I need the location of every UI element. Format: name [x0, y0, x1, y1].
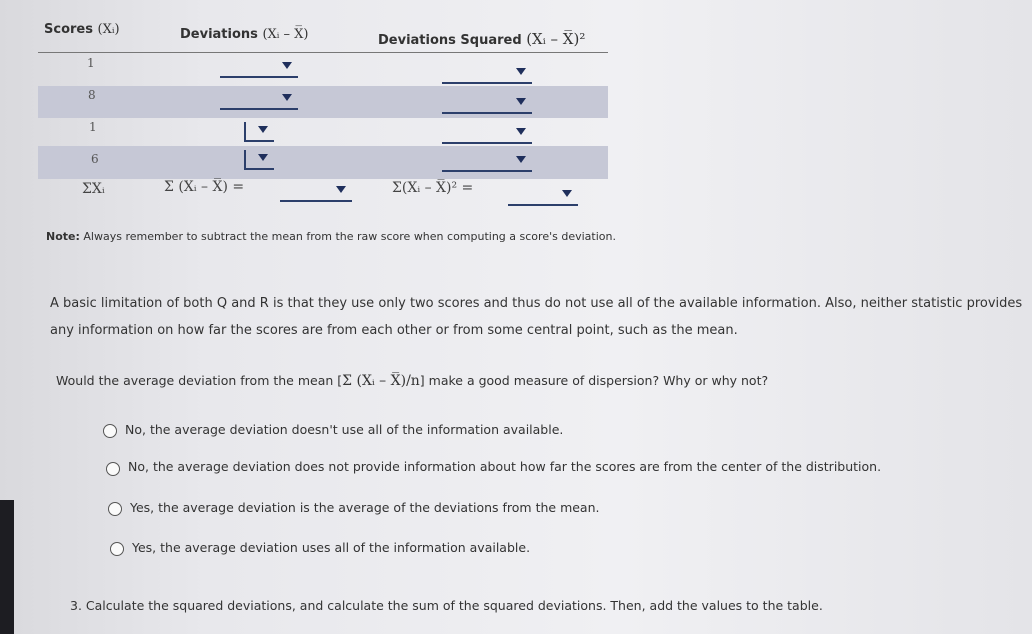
- limitation-paragraph: A basic limitation of both Q and R is that they use only two scores and thus do not use all of the available information. Also, neither statistic provides any information on how far the scores are from each other or from some central point, such as the mean.: [50, 296, 1023, 338]
- sum-squared-label: Σ(Xᵢ – X̅)² =: [392, 180, 474, 196]
- option-radio-4[interactable]: [110, 542, 124, 556]
- option-label-2[interactable]: No, the average deviation does not provide information about how far the scores are from the center of the distribution.: [128, 459, 882, 474]
- chevron-down-icon: [516, 156, 526, 163]
- option-label-3[interactable]: Yes, the average deviation is the average of the deviations from the mean.: [130, 500, 600, 515]
- option-radio-3[interactable]: [108, 502, 122, 516]
- squared-dropdown-2[interactable]: [442, 94, 532, 114]
- header-divider: [38, 52, 608, 53]
- note: Note: Always remember to subtract the mean from the raw score when computing a score's deviation.: [46, 230, 616, 243]
- score-cell-4: 6: [91, 152, 99, 166]
- option-radio-2[interactable]: [106, 462, 120, 476]
- deviation-dropdown-1[interactable]: [220, 58, 298, 78]
- score-cell-1: 1: [87, 56, 95, 70]
- header-scores: Scores (Xᵢ): [44, 22, 120, 37]
- chevron-down-icon: [516, 68, 526, 75]
- score-cell-3: 1: [89, 120, 97, 134]
- chevron-down-icon: [282, 94, 292, 101]
- sum-squared-dropdown[interactable]: [508, 186, 578, 206]
- deviation-dropdown-4[interactable]: [244, 150, 274, 170]
- chevron-down-icon: [258, 154, 268, 161]
- option-label-1[interactable]: No, the average deviation doesn't use all of the information available.: [125, 422, 564, 437]
- chevron-down-icon: [282, 62, 292, 69]
- left-edge-strip: [0, 500, 14, 634]
- dropdown-edge-marker: [244, 150, 246, 168]
- question-text: Would the average deviation from the mean [Σ (Xᵢ – X̅)/n] make a good measure of dispersion? Why or why not?: [56, 373, 769, 389]
- squared-dropdown-4[interactable]: [442, 152, 532, 172]
- sum-deviations-label: Σ (Xᵢ – X̅) =: [164, 179, 245, 195]
- chevron-down-icon: [258, 126, 268, 133]
- header-deviations-squared: Deviations Squared (Xᵢ – X̅)²: [378, 30, 586, 48]
- option-label-4[interactable]: Yes, the average deviation uses all of the information available.: [132, 540, 531, 555]
- step-3-instruction: 3. Calculate the squared deviations, and calculate the sum of the squared deviations. Then, add the values to the table.: [70, 598, 823, 613]
- chevron-down-icon: [516, 128, 526, 135]
- sum-x-label: ΣXᵢ: [82, 181, 105, 197]
- option-radio-1[interactable]: [103, 424, 117, 438]
- chevron-down-icon: [516, 98, 526, 105]
- squared-dropdown-3[interactable]: [442, 124, 532, 144]
- deviation-dropdown-3[interactable]: [244, 122, 274, 142]
- chevron-down-icon: [562, 190, 572, 197]
- sum-deviations-dropdown[interactable]: [280, 182, 352, 202]
- dropdown-edge-marker: [244, 122, 246, 140]
- header-deviations: Deviations (Xᵢ – X̅): [180, 27, 309, 42]
- chevron-down-icon: [336, 186, 346, 193]
- deviation-dropdown-2[interactable]: [220, 90, 298, 110]
- score-cell-2: 8: [88, 88, 96, 102]
- squared-dropdown-1[interactable]: [442, 64, 532, 84]
